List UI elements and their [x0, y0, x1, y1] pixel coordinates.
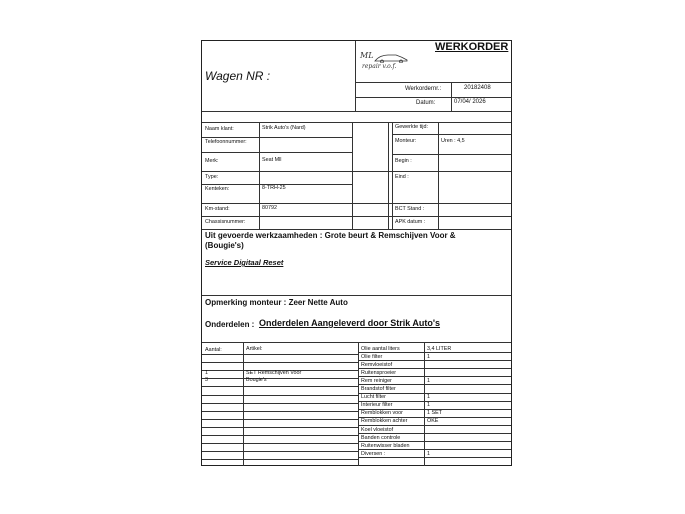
kenteken-label: Kenteken:	[205, 186, 230, 192]
checklist-item-value: 1	[427, 402, 430, 409]
checklist-item-label: Ruitensproeier	[361, 369, 397, 376]
checklist-item-label: Remvloeistof	[361, 361, 393, 368]
checklist-item-label: Diversen :	[361, 450, 386, 457]
checklist-item-label: Interieur filter	[361, 402, 393, 409]
artikel-header: Artikel:	[246, 346, 263, 352]
type-label: Type:	[205, 174, 219, 180]
aantal-header: Aantal:	[205, 347, 222, 353]
checklist-item-value: 1	[427, 450, 430, 457]
checklist-item-label: Remblokken achter	[361, 418, 408, 425]
checklist-item-label: Rem reiniger	[361, 377, 392, 384]
checklist-item-label: Koel vloeistof	[361, 426, 394, 433]
onderdelen-label: Onderdelen :	[205, 320, 255, 329]
checklist-item-label: Lucht filter	[361, 394, 386, 401]
begin-label: Begin :	[395, 158, 412, 164]
checklist-item-label: Brandstof filter	[361, 386, 396, 392]
werkzaamheden-line1: Uit gevoerde werkzaamheden : Grote beurt & Remschijven Voor &	[205, 231, 456, 240]
naam-klant-value: Strik Auto's (Nard)	[262, 125, 306, 131]
kenteken-value: 8-TRH-25	[262, 185, 286, 191]
datum-label: Datum:	[416, 100, 436, 106]
werkorder-form	[201, 40, 512, 466]
naam-klant-label: Naam klant:	[205, 126, 234, 132]
checklist-item-value: 1	[427, 353, 430, 360]
checklist-item-label: Olie aantal liters	[361, 345, 400, 352]
monteur-value: Uren : 4,5	[441, 138, 465, 144]
gewerkte-tijd-label: Gewerkte tijd:	[395, 124, 428, 130]
onderdelen-value: Onderdelen Aangeleverd door Strik Auto's	[259, 318, 441, 328]
checklist-item-value: 1	[427, 377, 430, 384]
checklist-item-label: Remblokken voor	[361, 410, 403, 417]
telefoonnummer-label: Telefoonnummer:	[205, 139, 247, 145]
monteur-label: Monteur:	[395, 138, 417, 144]
form-title: WERKORDER	[435, 41, 509, 53]
km-stand-label: Km-stand:	[205, 206, 230, 212]
eind-label: Eind :	[395, 174, 409, 180]
werkordernr-value: 20182408	[464, 85, 491, 91]
werkordernr-label: Werkordernr.:	[405, 86, 442, 92]
bct-stand-label: BCT Stand :	[395, 206, 425, 212]
checklist-item-label: Ruitenwisser bladen	[361, 442, 410, 449]
parts-row-artikel: Bougie's	[246, 377, 267, 383]
km-stand-value: 80792	[262, 205, 277, 211]
checklist-item-value: 1 SET	[427, 410, 442, 417]
checklist-item-label: Olie filter	[361, 353, 383, 360]
parts-row-artikel: SET Remschijven Voor	[246, 370, 302, 376]
merk-label: Merk:	[205, 158, 219, 164]
checklist-item-label: Banden controle	[361, 434, 401, 441]
chassisnummer-label: Chassisnummer:	[205, 219, 246, 225]
parts-row-aantal: 3	[205, 377, 208, 383]
service-reset-note: Service Digitaal Reset	[205, 258, 284, 267]
datum-value: 07/04/ 2026	[454, 99, 486, 105]
checklist-item-value: OKE	[427, 418, 439, 425]
parts-row-aantal: 1	[205, 370, 208, 376]
company-logo: ML repair v.o.f.	[360, 47, 410, 75]
merk-value: Seat Mll	[262, 157, 282, 163]
apk-datum-label: APK datum :	[395, 219, 426, 225]
checklist-item-value: 1	[427, 394, 430, 401]
werkzaamheden-line2: (Bougie's)	[205, 241, 244, 250]
wagen-nr-label: Wagen NR :	[205, 69, 271, 83]
checklist-item-value: 3,4 LITER	[427, 345, 452, 352]
opmerking-monteur: Opmerking monteur : Zeer Nette Auto	[205, 298, 348, 307]
car-icon	[374, 53, 408, 63]
